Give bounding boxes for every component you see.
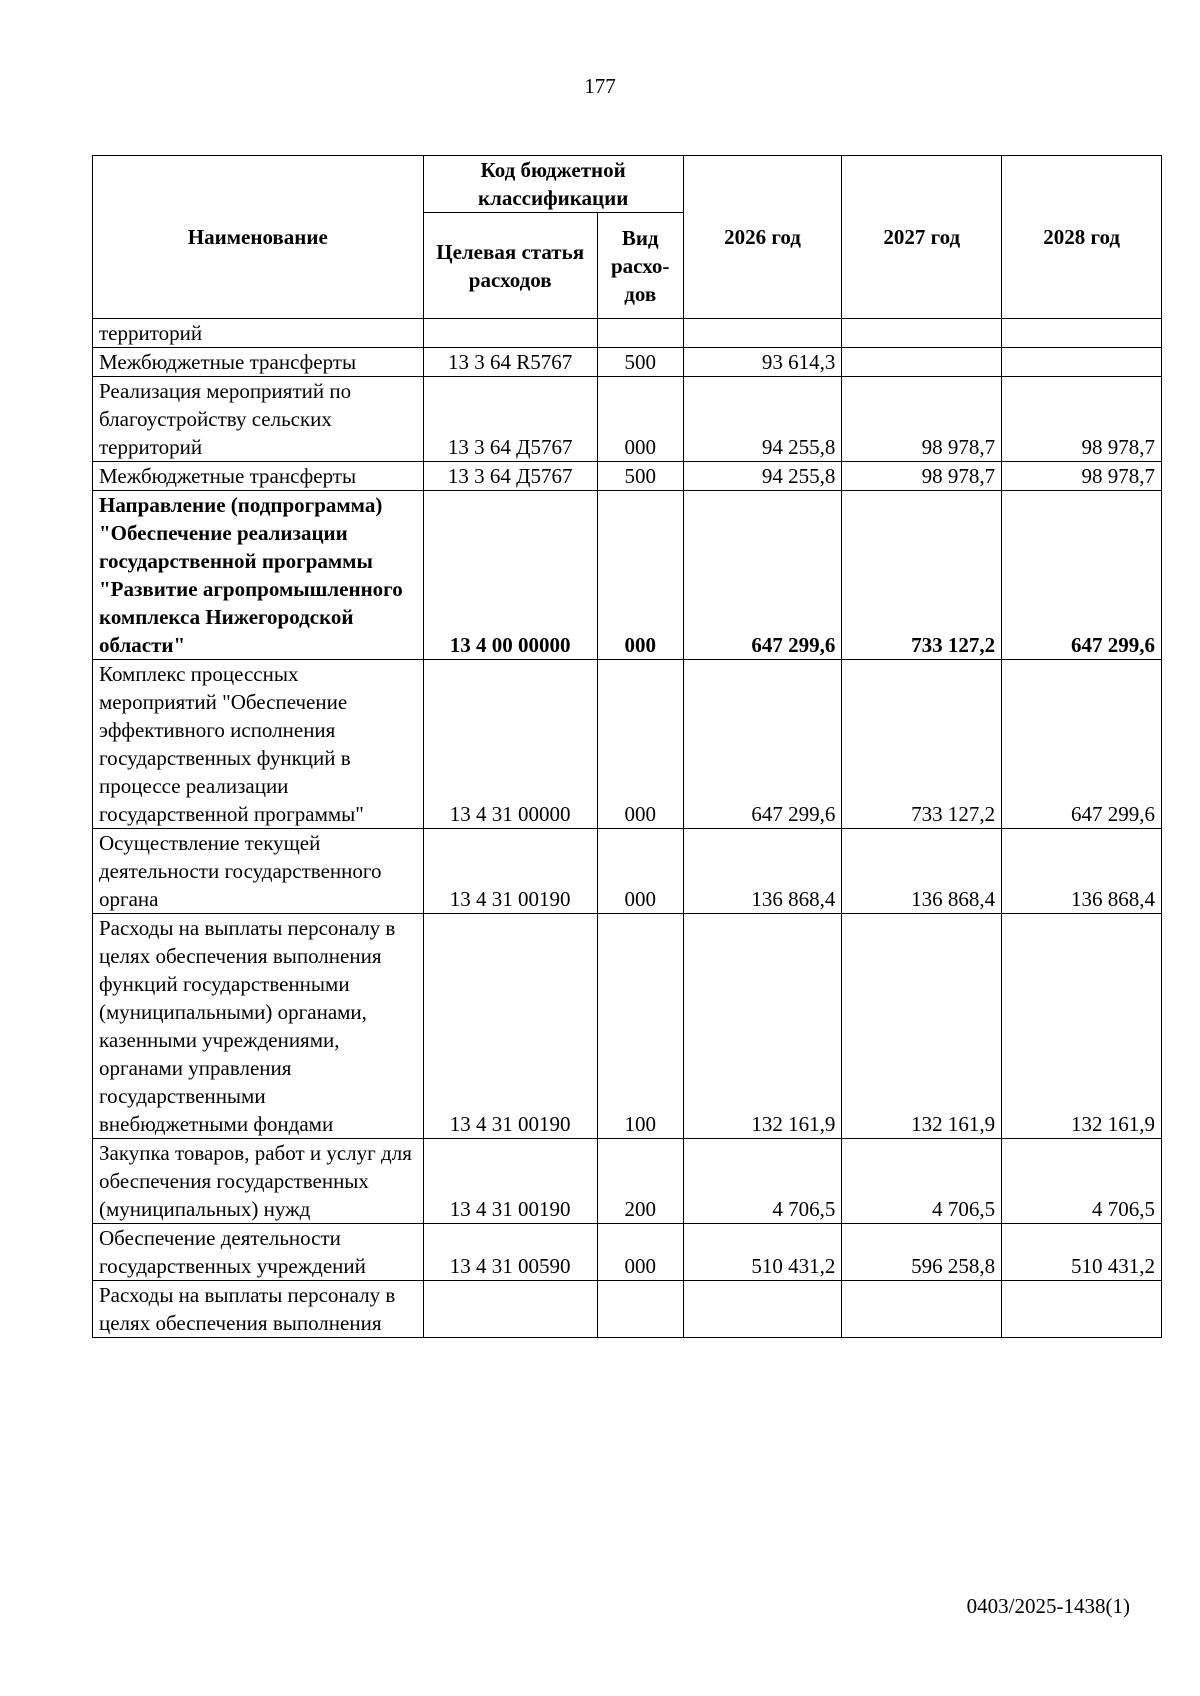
row-value-2027: 136 868,4 xyxy=(842,829,1002,914)
table-body xyxy=(93,319,1162,1338)
row-target-code: 13 4 31 00590 xyxy=(423,1224,597,1281)
table-row xyxy=(93,319,1162,348)
table-row xyxy=(93,660,1162,829)
table-row xyxy=(93,829,1162,914)
table-row xyxy=(93,1281,1162,1338)
row-value-2026: 510 431,2 xyxy=(683,1224,842,1281)
row-value-2026: 93 614,3 xyxy=(683,348,842,377)
header-code-group: Код бюджетной классификации xyxy=(423,156,683,213)
row-name: территорий xyxy=(93,319,424,348)
row-value-2028: 132 161,9 xyxy=(1002,914,1162,1139)
row-value-2026 xyxy=(683,319,842,348)
row-expense-type: 500 xyxy=(597,348,683,377)
row-target-code: 13 4 31 00000 xyxy=(423,660,597,829)
row-target-code: 13 4 31 00190 xyxy=(423,914,597,1139)
table-row xyxy=(93,1139,1162,1224)
row-name: Расходы на выплаты персоналу в целях обеспечения выполнения функций государственными (муниципальными) органами, казенными учреждениями, органами управления государственными внебюджетными фондами xyxy=(93,914,424,1139)
row-target-code: 13 4 31 00190 xyxy=(423,829,597,914)
row-value-2027: 132 161,9 xyxy=(842,914,1002,1139)
row-target-code xyxy=(423,319,597,348)
header-2026: 2026 год xyxy=(683,156,842,319)
row-target-code: 13 4 00 00000 xyxy=(423,491,597,660)
row-value-2026: 647 299,6 xyxy=(683,660,842,829)
row-value-2028: 98 978,7 xyxy=(1002,462,1162,491)
row-value-2027: 596 258,8 xyxy=(842,1224,1002,1281)
row-target-code: 13 3 64 Д5767 xyxy=(423,462,597,491)
row-expense-type xyxy=(597,1281,683,1338)
row-expense-type: 000 xyxy=(597,829,683,914)
row-value-2028 xyxy=(1002,319,1162,348)
row-value-2027: 733 127,2 xyxy=(842,660,1002,829)
row-target-code xyxy=(423,1281,597,1338)
row-name: Межбюджетные трансферты xyxy=(93,348,424,377)
header-2027: 2027 год xyxy=(842,156,1002,319)
row-value-2027: 98 978,7 xyxy=(842,377,1002,462)
row-expense-type: 000 xyxy=(597,660,683,829)
header-expense-type: Вид расхо-дов xyxy=(597,213,683,319)
row-name: Обеспечение деятельности государственных учреждений xyxy=(93,1224,424,1281)
row-value-2026 xyxy=(683,1281,842,1338)
header-name: Наименование xyxy=(93,156,424,319)
row-name: Расходы на выплаты персоналу в целях обеспечения выполнения xyxy=(93,1281,424,1338)
budget-table xyxy=(92,155,1162,1338)
table-row xyxy=(93,377,1162,462)
row-value-2026: 4 706,5 xyxy=(683,1139,842,1224)
row-value-2028: 647 299,6 xyxy=(1002,660,1162,829)
row-value-2028: 136 868,4 xyxy=(1002,829,1162,914)
row-value-2026: 94 255,8 xyxy=(683,462,842,491)
row-name: Межбюджетные трансферты xyxy=(93,462,424,491)
table-row xyxy=(93,914,1162,1139)
row-value-2027: 4 706,5 xyxy=(842,1139,1002,1224)
row-name: Комплекс процессных мероприятий "Обеспечение эффективного исполнения государственных функций в процессе реализации государственной программы" xyxy=(93,660,424,829)
header-target-article: Целевая статья расходов xyxy=(423,213,597,319)
header-2028: 2028 год xyxy=(1002,156,1162,319)
row-expense-type: 200 xyxy=(597,1139,683,1224)
row-value-2027: 98 978,7 xyxy=(842,462,1002,491)
row-value-2026: 136 868,4 xyxy=(683,829,842,914)
row-value-2027 xyxy=(842,348,1002,377)
row-value-2028 xyxy=(1002,1281,1162,1338)
table-row xyxy=(93,1224,1162,1281)
row-name: Осуществление текущей деятельности государственного органа xyxy=(93,829,424,914)
row-target-code: 13 3 64 R5767 xyxy=(423,348,597,377)
row-value-2028 xyxy=(1002,348,1162,377)
row-name: Направление (подпрограмма) "Обеспечение реализации государственной программы "Развитие агропромышленного комплекса Нижегородской области" xyxy=(93,491,424,660)
table-header xyxy=(93,156,1162,319)
row-value-2027 xyxy=(842,1281,1002,1338)
row-expense-type: 500 xyxy=(597,462,683,491)
row-target-code: 13 4 31 00190 xyxy=(423,1139,597,1224)
page-number: 177 xyxy=(584,74,616,98)
document-code: 0403/2025-1438(1) xyxy=(966,1594,1130,1618)
row-expense-type: 000 xyxy=(597,1224,683,1281)
row-value-2026: 132 161,9 xyxy=(683,914,842,1139)
row-expense-type: 000 xyxy=(597,491,683,660)
row-value-2028: 4 706,5 xyxy=(1002,1139,1162,1224)
row-expense-type: 100 xyxy=(597,914,683,1139)
table-row xyxy=(93,348,1162,377)
row-expense-type: 000 xyxy=(597,377,683,462)
row-value-2028: 510 431,2 xyxy=(1002,1224,1162,1281)
row-value-2028: 98 978,7 xyxy=(1002,377,1162,462)
row-value-2028: 647 299,6 xyxy=(1002,491,1162,660)
row-target-code: 13 3 64 Д5767 xyxy=(423,377,597,462)
row-value-2026: 647 299,6 xyxy=(683,491,842,660)
row-name: Закупка товаров, работ и услуг для обеспечения государственных (муниципальных) нужд xyxy=(93,1139,424,1224)
row-value-2027 xyxy=(842,319,1002,348)
row-name: Реализация мероприятий по благоустройству сельских территорий xyxy=(93,377,424,462)
row-value-2026: 94 255,8 xyxy=(683,377,842,462)
table-row xyxy=(93,491,1162,660)
row-value-2027: 733 127,2 xyxy=(842,491,1002,660)
table-row xyxy=(93,462,1162,491)
row-expense-type xyxy=(597,319,683,348)
